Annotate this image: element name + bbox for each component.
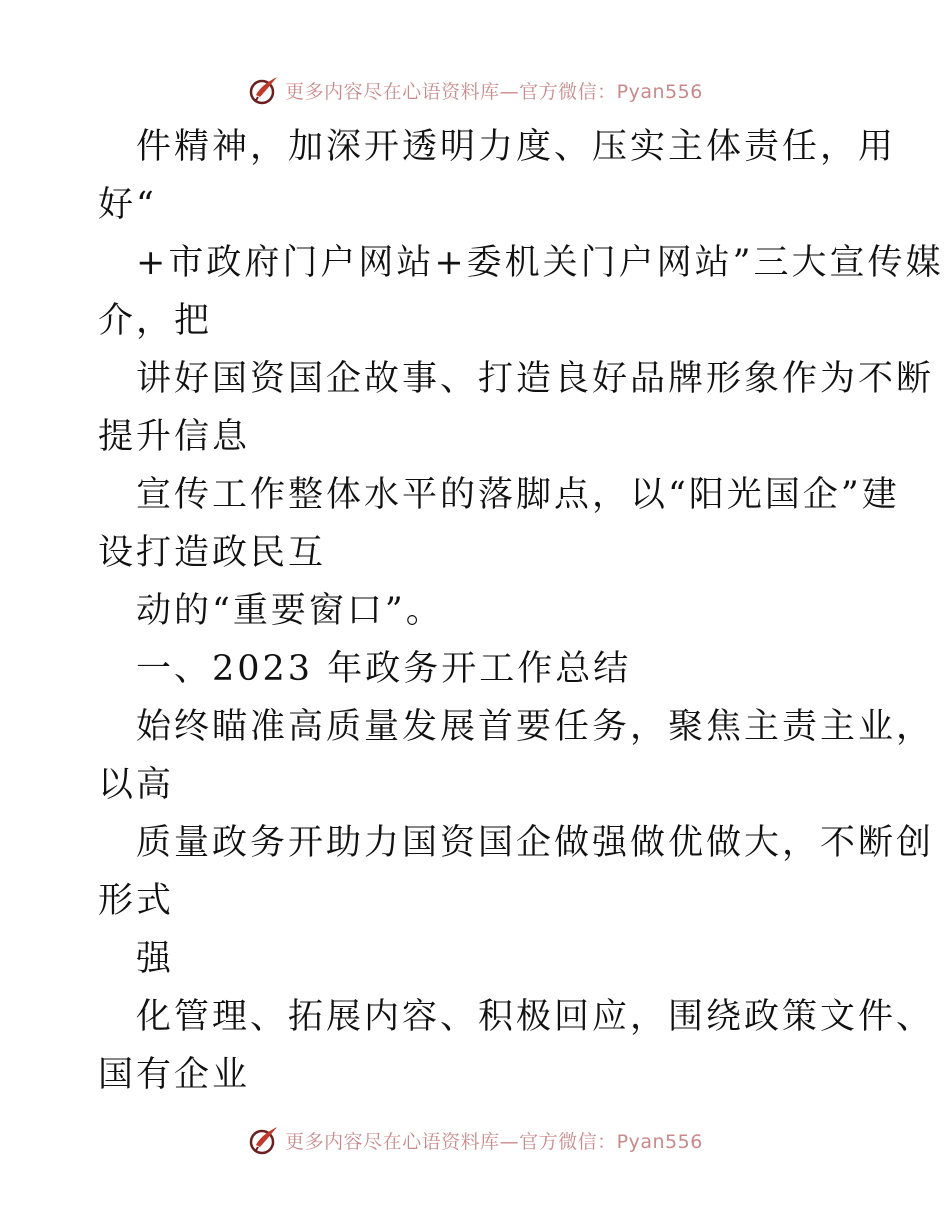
header-watermark-banner (0, 70, 950, 110)
document-body (98, 118, 944, 1104)
text-line: 件精神，加深开透明力度、压实主体责任，用 (136, 127, 897, 167)
text-line: 始终瞄准高质量发展首要任务，聚焦主责主业， (136, 707, 935, 747)
text-line: 质量政务开助力国资国企做强做优做大，不断创 (136, 823, 935, 863)
text-line: 以高 (98, 765, 175, 805)
text-line: 化管理、拓展内容、积极回应，围绕政策文件、 (136, 997, 935, 1037)
text-line: 宣传工作整体水平的落脚点，以“阳光国企”建 (136, 475, 900, 515)
footer-watermark-banner (0, 1120, 950, 1160)
text-line: 提升信息 (98, 417, 251, 457)
footer-banner-text: 更多内容尽在心语资料库—官方微信：Pyan556 (285, 1130, 703, 1153)
text-line: 动的“重要窗口”。 (136, 591, 444, 631)
text-line: 设打造政民互 (98, 533, 327, 573)
header-banner-text: 更多内容尽在心语资料库—官方微信：Pyan556 (285, 80, 703, 103)
text-line: 形式 (98, 881, 175, 921)
section-heading: 一、2023 年政务开工作总结 (136, 649, 632, 689)
quill-pen-logo-icon (247, 1123, 281, 1157)
text-line: 强 (136, 939, 175, 979)
text-line: 介，把 (98, 301, 213, 341)
text-line: +市政府门户网站+委机关门户网站”三大宣传媒 (136, 243, 944, 283)
text-line: 讲好国资国企故事、打造良好品牌形象作为不断 (136, 359, 935, 399)
text-line: 好“ (98, 185, 157, 225)
quill-pen-logo-icon (247, 73, 281, 107)
text-line: 国有企业 (98, 1055, 251, 1095)
